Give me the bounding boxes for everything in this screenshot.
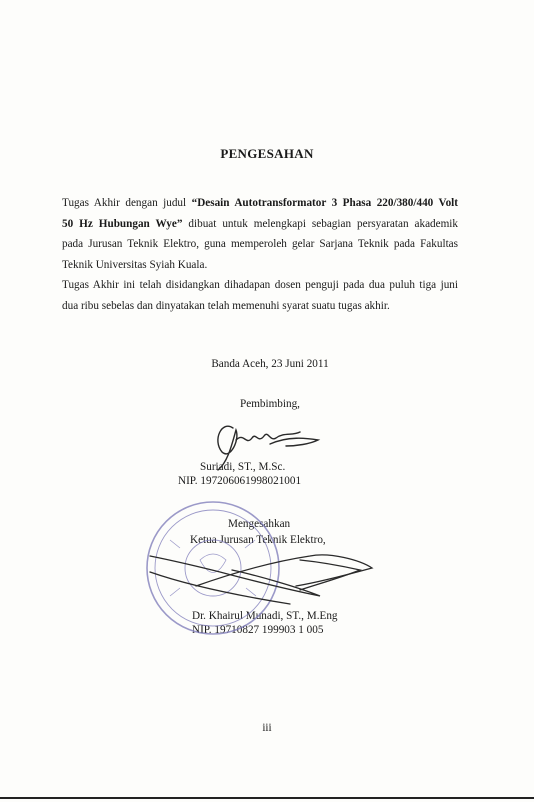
paragraph-2-line-2: dua ribu sebelas dan dinyatakan telah memenuhi syarat suatu tugas akhir.	[62, 299, 390, 312]
paragraph-1-line-4: Teknik Universitas Syiah Kuala.	[62, 258, 208, 271]
page-title: PENGESAHAN	[220, 146, 314, 161]
signature-head-icon	[150, 555, 372, 604]
supervisor-role: Pembimbing,	[240, 398, 300, 410]
scan-edge-line	[0, 797, 534, 799]
paragraph-1-line-1-plain: Tugas Akhir dengan judul	[62, 197, 192, 209]
approval-label: Mengesahkan	[228, 518, 291, 530]
approval-position: Ketua Jurusan Teknik Elektro,	[190, 534, 326, 546]
approval-nip: NIP. 19710827 199903 1 005	[192, 624, 324, 636]
supervisor-name: Suriadi, ST., M.Sc.	[200, 461, 286, 473]
place-date: Banda Aceh, 23 Juni 2011	[211, 358, 329, 370]
paragraph-1-line-2-plain: dibuat untuk melengkapi sebagian persyaratan akademik	[182, 217, 459, 230]
signature-supervisor-icon	[218, 426, 318, 470]
paragraph-1-line-3: pada Jurusan Teknik Elektro, guna memperoleh gelar Sarjana Teknik pada Fakultas	[62, 238, 458, 250]
official-stamp-icon	[147, 502, 279, 634]
approval-name: Dr. Khairul Munadi, ST., M.Eng	[192, 610, 338, 622]
thesis-title-part-2: 50 Hz Hubungan Wye”	[62, 217, 183, 230]
page-number: iii	[262, 722, 272, 734]
supervisor-nip: NIP. 197206061998021001	[178, 475, 302, 487]
thesis-title-part-1: “Desain Autotransformator 3 Phasa 220/380/440 Volt	[191, 197, 458, 209]
paragraph-2-line-1: Tugas Akhir ini telah disidangkan dihadapan dosen penguji pada dua puluh tiga juni	[62, 279, 458, 291]
